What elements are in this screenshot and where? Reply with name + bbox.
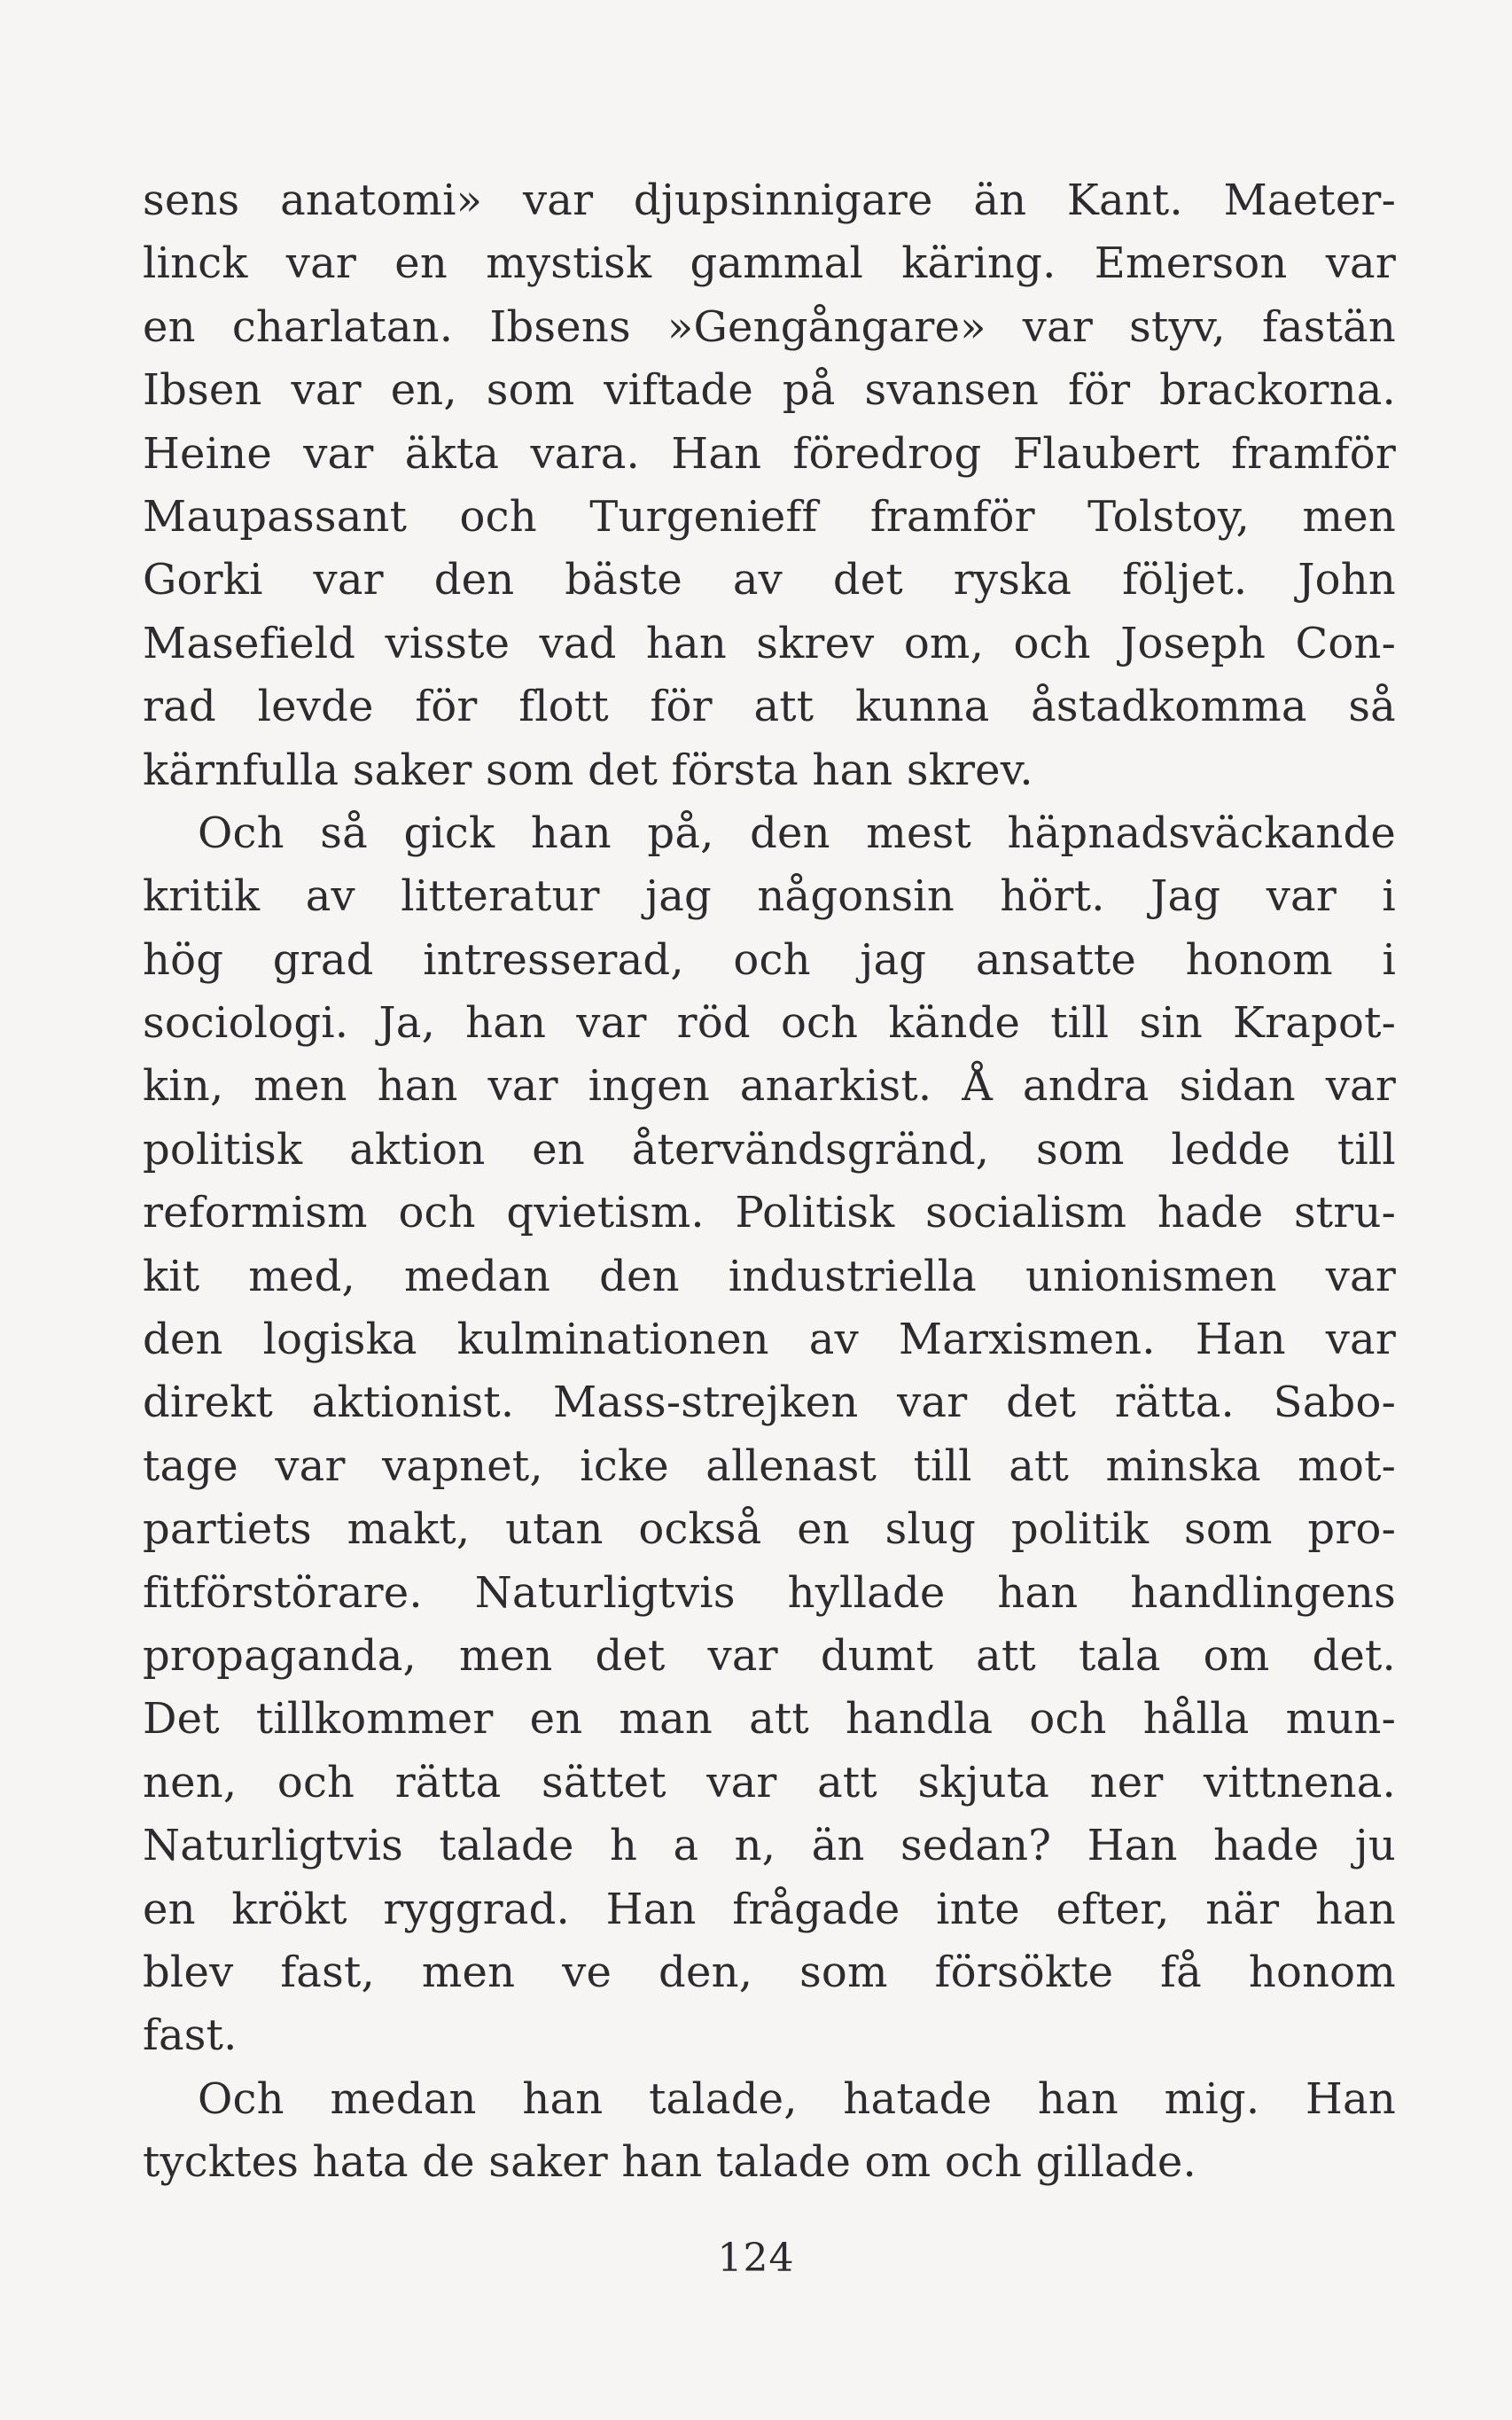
text-line: en krökt ryggrad. Han frågade inte efter, när han: [143, 1884, 1396, 1934]
text-line: Gorki var den bäste av det ryska följet. John: [143, 555, 1396, 605]
text-line: tage var vapnet, icke allenast till att minska mot-: [143, 1440, 1396, 1491]
text-line: tycktes hata de saker han talade om och gillade.: [143, 2137, 1196, 2188]
text-line: Masefield visste vad han skrev om, och Joseph Con-: [143, 618, 1396, 668]
text-line: reformism och qvietism. Politisk socialism hade stru-: [143, 1188, 1396, 1238]
text-line: linck var en mystisk gammal käring. Emerson var: [143, 238, 1396, 289]
text-line: direkt aktionist. Mass-strejken var det rätta. Sabo-: [143, 1378, 1396, 1428]
text-line: nen, och rätta sättet var att skjuta ner vittnena.: [143, 1757, 1396, 1807]
text-line: politisk aktion en återvändsgränd, som ledde till: [143, 1124, 1396, 1175]
text-line: propaganda, men det var dumt att tala om det.: [143, 1630, 1396, 1681]
text-line: sens anatomi» var djupsinnigare än Kant. Maeter-: [143, 176, 1396, 225]
text-line: Heine var äkta vara. Han föredrog Flaubert framför: [143, 428, 1396, 479]
text-line: Och så gick han på, den mest häpnadsväckande: [198, 808, 1396, 858]
text-line: Och medan han talade, hatade han mig. Han: [198, 2073, 1396, 2124]
text-line: den logiska kulminationen av Marxismen. Han var: [143, 1315, 1396, 1365]
page-number: 124: [717, 2236, 795, 2281]
text-line: kärnfulla saker som det första han skrev.: [143, 745, 1033, 795]
text-line: Maupassant och Turgenieff framför Tolstoy, men: [143, 491, 1396, 542]
text-line: Det tillkommer en man att handla och hålla mun-: [143, 1694, 1396, 1745]
text-line: partiets makt, utan också en slug politik som pro-: [143, 1504, 1396, 1555]
text-line: rad levde för flott för att kunna åstadkomma så: [143, 682, 1396, 732]
text-line: en charlatan. Ibsens »Gengångare» var styv, fastän: [143, 301, 1396, 352]
text-line: blev fast, men ve den, som försökte få honom: [143, 1947, 1396, 1997]
text-line: kin, men han var ingen anarkist. Å andra sidan var: [143, 1061, 1396, 1112]
text-line: Naturligtvis talade h a n, än sedan? Han hade ju: [143, 1821, 1396, 1871]
body-text: [143, 169, 1396, 2195]
text-line: kritik av litteratur jag någonsin hört. Jag var i: [143, 871, 1396, 922]
text-line: fitförstörare. Naturligtvis hyllade han handlingens: [143, 1567, 1396, 1618]
text-line: kit med, medan den industriella unionismen var: [143, 1251, 1396, 1301]
text-line: sociologi. Ja, han var röd och kände till sin Krapot-: [143, 998, 1396, 1049]
text-line: fast.: [143, 2010, 238, 2061]
text-line: hög grad intresserad, och jag ansatte honom i: [143, 934, 1396, 985]
text-line: Ibsen var en, som viftade på svansen för brackorna.: [143, 365, 1396, 416]
